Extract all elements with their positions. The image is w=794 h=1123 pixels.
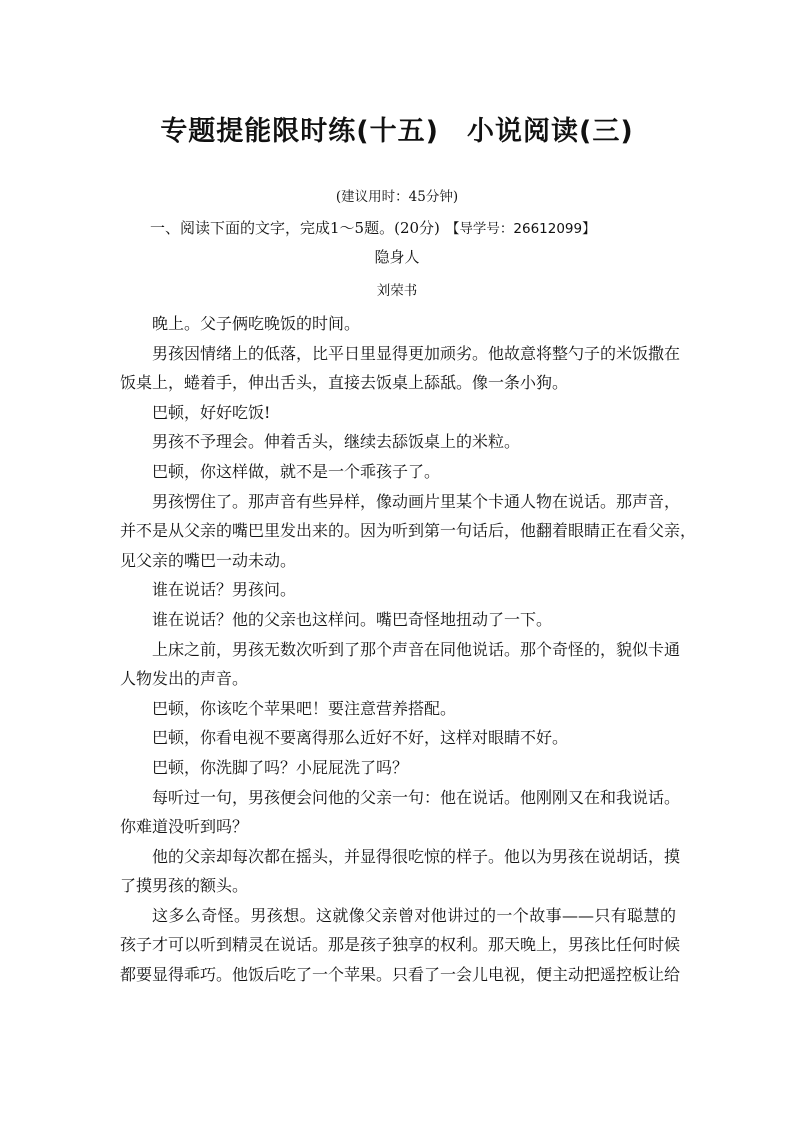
question-instruction: 一、阅读下面的文字，完成1～5题。(20分) — [150, 219, 440, 237]
story-title: 隐身人 — [374, 248, 420, 266]
story-author: 刘荣书 — [376, 283, 418, 299]
story-line: 男孩因情绪上的低落，比平日里显得更加顽劣。他故意将整勺子的米饭撒在 — [152, 343, 681, 363]
story-line: 人物发出的声音。 — [120, 669, 249, 689]
story-line: 巴顿，你这样做，就不是一个乖孩子了。 — [152, 461, 441, 481]
story-line: 孩子才可以听到精灵在说话。那是孩子独享的权利。那天晚上，男孩比任何时候 — [120, 935, 681, 955]
story-line: 都要显得乖巧。他饭后吃了一个苹果。只看了一会儿电视，便主动把遥控板让给 — [120, 965, 681, 985]
guide-number-tag: 【导学号：26612099】 — [445, 221, 596, 237]
story-line: 巴顿，好好吃饭! — [152, 402, 271, 422]
title-main: 专题提能限时练(十五) — [160, 116, 439, 147]
story-line: 谁在说话？他的父亲也这样问。嘴巴奇怪地扭动了一下。 — [152, 609, 553, 629]
page-title — [0, 112, 794, 152]
story-line: 巴顿，你该吃个苹果吧！要注意营养搭配。 — [152, 698, 457, 718]
story-line: 男孩愣住了。那声音有些异样，像动画片里某个卡通人物在说话。那声音， — [152, 491, 681, 511]
story-line: 上床之前，男孩无数次听到了那个声音在同他说话。那个奇怪的，貌似卡通 — [152, 639, 681, 659]
story-line: 他的父亲却每次都在摇头，并显得很吃惊的样子。他以为男孩在说胡话，摸 — [152, 846, 681, 866]
story-line: 男孩不予理会。伸着舌头，继续去舔饭桌上的米粒。 — [152, 432, 521, 452]
question-intro — [150, 216, 596, 241]
time-note: (建议用时：45分钟) — [335, 189, 459, 205]
story-line: 晚上。父子俩吃晚饭的时间。 — [152, 314, 361, 333]
story-line: 见父亲的嘴巴一动未动。 — [120, 550, 297, 570]
story-line: 巴顿，你洗脚了吗？小屁屁洗了吗？ — [152, 757, 409, 777]
story-line: 每听过一句，男孩便会问他的父亲一句：他在说话。他刚刚又在和我说话。 — [152, 787, 681, 807]
story-line: 这多么奇怪。男孩想。这就像父亲曾对他讲过的一个故事——只有聪慧的 — [152, 905, 676, 925]
story-line: 谁在说话？男孩问。 — [152, 580, 297, 600]
story-line: 巴顿，你看电视不要离得那么近好不好，这样对眼睛不好。 — [152, 728, 569, 748]
story-line: 并不是从父亲的嘴巴里发出来的。因为听到第一句话后，他翻着眼睛正在看父亲， — [120, 521, 697, 541]
story-line: 你难道没听到吗？ — [120, 817, 249, 837]
story-body — [120, 309, 697, 990]
story-line: 饭桌上，蜷着手，伸出舌头，直接去饭桌上舔舐。像一条小狗。 — [120, 373, 569, 393]
title-sub: 小说阅读(三) — [467, 116, 634, 147]
story-line: 了摸男孩的额头。 — [120, 876, 249, 896]
